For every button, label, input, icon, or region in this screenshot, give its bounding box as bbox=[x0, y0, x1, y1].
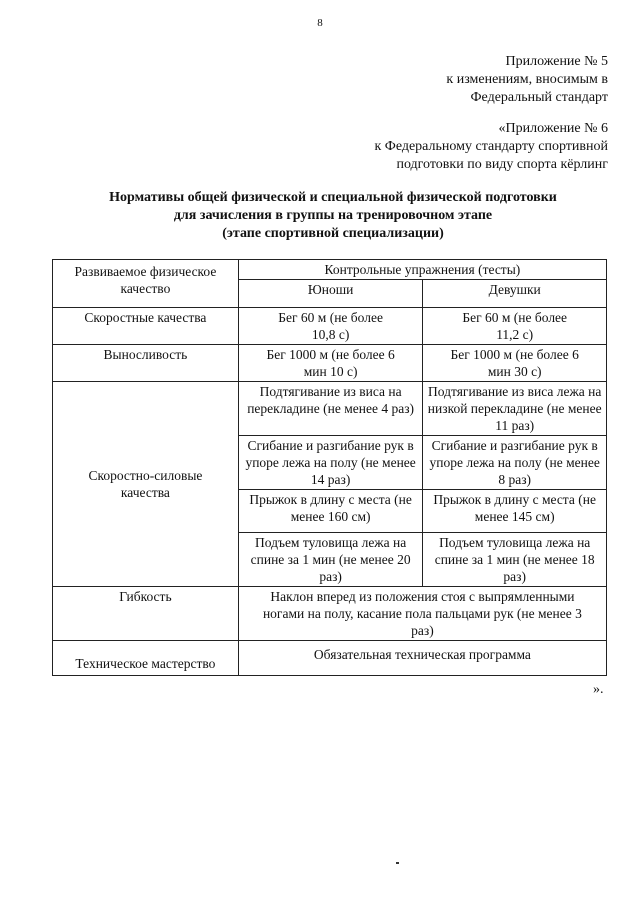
row-quality: Гибкость bbox=[53, 587, 239, 641]
title-line3: (этапе спортивной специализации) bbox=[222, 226, 444, 241]
table-row bbox=[53, 382, 607, 436]
appendix-6-line3: подготовки по виду спорта кёрлинг bbox=[396, 157, 608, 172]
appendix-5-line3: Федеральный стандарт bbox=[470, 90, 608, 105]
row-boys-test: Бег 1000 м (не более 6 мин 10 с) bbox=[238, 345, 423, 382]
row-quality: Техническое мастерство bbox=[53, 641, 239, 676]
table-row bbox=[53, 587, 607, 641]
standards-table bbox=[52, 259, 607, 676]
row-girls-test: Подтягивание из виса лежа на низкой перекладине (не менее 11 раз) bbox=[423, 382, 607, 436]
table-row bbox=[53, 345, 607, 382]
appendix-6-line2: к Федеральному стандарту спортивной bbox=[374, 139, 608, 154]
table-header-row bbox=[53, 260, 607, 280]
header-boys: Юноши bbox=[238, 280, 423, 308]
table-row bbox=[53, 641, 607, 676]
row-girls-test: Прыжок в длину с места (не менее 145 см) bbox=[423, 490, 607, 533]
row-quality: Выносливость bbox=[53, 345, 239, 382]
row-boys-test: Подъем туловища лежа на спине за 1 мин (не менее 20 раз) bbox=[238, 533, 423, 587]
row-girls-test: Бег 1000 м (не более 6 мин 30 с) bbox=[423, 345, 607, 382]
appendix-5-line2: к изменениям, вносимым в bbox=[446, 72, 608, 87]
row-girls-test: Подъем туловища лежа на спине за 1 мин (не менее 18 раз) bbox=[423, 533, 607, 587]
header-quality: Развиваемое физическое качество bbox=[53, 260, 239, 308]
table-row bbox=[53, 308, 607, 345]
scan-speck bbox=[396, 862, 399, 864]
row-quality: Скоростные качества bbox=[53, 308, 239, 345]
header-tests: Контрольные упражнения (тесты) bbox=[238, 260, 606, 280]
closing-quote: ». bbox=[593, 682, 604, 697]
document-title bbox=[0, 189, 640, 243]
row-boys-test: Бег 60 м (не более 10,8 с) bbox=[238, 308, 423, 345]
title-line2: для зачисления в группы на тренировочном этапе bbox=[173, 208, 493, 223]
appendix-5-line1: Приложение № 5 bbox=[505, 54, 608, 69]
appendix-6-line1: «Приложение № 6 bbox=[498, 121, 608, 136]
appendix-5-header bbox=[446, 53, 608, 107]
row-girls-test: Бег 60 м (не более 11,2 с) bbox=[423, 308, 607, 345]
row-test-shared: Наклон вперед из положения стоя с выпрямленными ногами на полу, касание пола пальцами рук (не менее 3 раз) bbox=[238, 587, 606, 641]
row-boys-test: Прыжок в длину с места (не менее 160 см) bbox=[238, 490, 423, 533]
title-line1: Нормативы общей физической и специальной физической подготовки bbox=[109, 190, 557, 205]
row-boys-test: Подтягивание из виса на перекладине (не менее 4 раз) bbox=[238, 382, 423, 436]
row-test-shared: Обязательная техническая программа bbox=[238, 641, 606, 676]
row-boys-test: Сгибание и разгибание рук в упоре лежа на полу (не менее 14 раз) bbox=[238, 436, 423, 490]
row-girls-test: Сгибание и разгибание рук в упоре лежа на полу (не менее 8 раз) bbox=[423, 436, 607, 490]
header-girls: Девушки bbox=[423, 280, 607, 308]
page-number: 8 bbox=[317, 17, 323, 29]
row-quality: Скоростно-силовые качества bbox=[53, 382, 239, 587]
appendix-6-header bbox=[374, 120, 608, 174]
